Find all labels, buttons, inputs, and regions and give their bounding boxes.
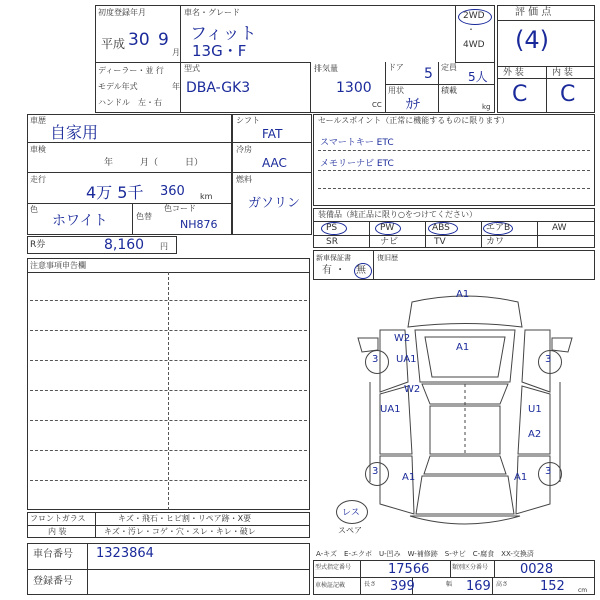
kg-unit: kg (482, 103, 491, 111)
color-change-label: 色替 (136, 212, 152, 221)
drive-2wd: 2WD (463, 11, 485, 21)
tire-rl-mark: 3 (372, 466, 379, 477)
mileage-big: 4万 5千 (86, 183, 144, 202)
sales-label: セールスポイント（正常に機能するものに限ります） (318, 116, 510, 125)
tire-fl-mark: 3 (372, 354, 379, 365)
tire-rr-mark: 3 (545, 466, 552, 477)
katashiki: DBA-GK3 (186, 80, 251, 96)
mark-hood: A1 (456, 342, 470, 353)
mark-left-door-ua1: UA1 (380, 404, 401, 415)
mileage-small: 360 (160, 184, 185, 199)
class-number: 0028 (520, 562, 554, 577)
warranty-options: 有 ・ (322, 265, 346, 276)
equip-abs: ABS (432, 223, 450, 233)
chassis-label: 車台番号 (33, 549, 73, 560)
color-label: 色 (30, 205, 38, 214)
mileage-label: 走行 (30, 175, 46, 184)
equip-airbag: エアB (486, 223, 511, 233)
header-section (95, 5, 495, 113)
mark-left-door-w2: W2 (404, 384, 421, 395)
capacity: 5人 (468, 70, 488, 84)
width-label: 幅 (446, 581, 453, 588)
reg-label: 登録番号 (33, 576, 73, 587)
katashiki-label: 型式 (184, 64, 200, 73)
cc-unit: CC (372, 101, 382, 109)
load-label: 積載 (441, 86, 457, 95)
first-reg-label: 初度登録年月 (98, 8, 146, 17)
class-label: 類別区分番号 (452, 564, 489, 571)
exterior-label: 外 装 (503, 68, 524, 78)
length-label: 長さ (364, 581, 377, 588)
km-unit: km (200, 192, 213, 201)
shaken-ymd: 年 月（ 日） (104, 158, 204, 168)
interior-row-value: キズ・汚レ・コゲ・穴・スレ・キレ・破レ (104, 527, 256, 536)
model-year-label: モデル年式 (98, 82, 138, 91)
spare-mark: レス (342, 508, 360, 518)
fuel-type-label: 燃料 (236, 175, 252, 184)
era: 平成 (101, 37, 126, 51)
car-name: フィット (190, 24, 257, 44)
fuel-type: ガソリン (248, 196, 301, 211)
cm-unit: cm (578, 587, 588, 594)
cert-number: 17566 (388, 562, 430, 577)
legend: A-キズ E-エクボ U-凹み W-補修跡 S-サビ C-腐食 XX-交換済 (316, 550, 534, 558)
rating-label: 評 価 点 (515, 7, 552, 18)
tire-fr-mark: 3 (545, 354, 552, 365)
interior-row-label: 内 装 (48, 527, 67, 536)
cert-label: 型式指定番号 (315, 564, 352, 571)
dim-label: 車検証記載 (315, 582, 346, 589)
dealer-label: ディーラー・並 行 (98, 66, 164, 75)
displacement-label: 排気量 (314, 64, 338, 73)
recycle-label: R券 (30, 240, 46, 250)
mark-right-door-u1: U1 (528, 404, 542, 415)
warranty-value: 無 (356, 265, 366, 276)
car-name-label: 車名・グレード (184, 8, 240, 17)
door-label: ドア (388, 63, 404, 72)
recycle-section (27, 236, 177, 254)
color-code: NH876 (180, 218, 218, 231)
reg-month: 9 (158, 30, 169, 50)
shift: FAT (262, 127, 283, 141)
mark-front-bumper: A1 (456, 289, 470, 300)
windshield-value: キズ・飛石・ヒビ割・リペア跡・X要 (118, 514, 252, 523)
equip-pw: PW (380, 223, 395, 233)
mark-rear-left-a1: A1 (402, 472, 416, 483)
equip-ps: PS (326, 223, 338, 233)
width: 169 (466, 579, 491, 594)
model-year-unit: 年 (172, 82, 180, 91)
ac: AAC (262, 156, 287, 170)
mark-right-rear-a2: A2 (528, 429, 542, 440)
equip-aw: AW (552, 223, 567, 233)
recall-label: 復旧歴 (377, 254, 398, 262)
interior-label: 内 装 (552, 68, 573, 78)
warranty-label: 新車保証書 (316, 254, 351, 262)
equip-tv: TV (434, 237, 446, 247)
yen-unit: 円 (160, 242, 168, 251)
spare-label: スペア (338, 526, 362, 535)
recycle: 8,160 (104, 237, 145, 253)
handle-label: ハンドル 左・右 (98, 98, 162, 107)
reg-year: 30 (128, 30, 150, 50)
capacity-label: 定員 (441, 63, 457, 72)
exterior-grade: C (512, 82, 528, 107)
color: ホワイト (52, 213, 108, 229)
height: 152 (540, 579, 565, 594)
shift-label: シフト (236, 116, 260, 125)
windshield-label: フロントガラス (30, 514, 86, 523)
drive-4wd: 4WD (463, 40, 485, 50)
sales-line-1: スマートキー ETC (320, 138, 394, 148)
equip-leather: カワ (486, 237, 505, 247)
equip-label: 装備品（純正品に限り○をつけてください） (318, 210, 477, 219)
fuel-label: 用状 (388, 86, 404, 95)
chassis-number: 1323864 (96, 546, 154, 561)
mark-left-front-w2: W2 (394, 333, 411, 344)
color-code-label: 色コード (164, 204, 196, 213)
mark-rear-right-a1: A1 (514, 472, 528, 483)
month-unit: 月 (172, 48, 180, 57)
displacement: 1300 (336, 80, 372, 96)
equip-navi: ナビ (380, 237, 399, 247)
height-label: 高さ (496, 581, 509, 588)
drive-dot: ・ (467, 25, 475, 34)
sales-line-2: メモリーナビ ETC (320, 159, 394, 169)
rating-value: (4) (515, 26, 549, 54)
length: 399 (390, 579, 415, 594)
door-count: 5 (424, 66, 433, 82)
interior-grade: C (560, 82, 576, 107)
shaken-label: 車検 (30, 145, 46, 154)
mark-left-front-ua1: UA1 (396, 354, 417, 365)
ac-label: 冷房 (236, 145, 252, 154)
notes-label: 注意事項申告欄 (30, 261, 86, 270)
equip-sr: SR (326, 237, 338, 247)
fuel-hw: ｶﾁ (406, 97, 420, 113)
usage: 自家用 (50, 123, 99, 142)
car-grade: 13G・F (192, 42, 247, 60)
car-diagram (340, 282, 590, 542)
usage-label: 車歴 (30, 116, 46, 125)
